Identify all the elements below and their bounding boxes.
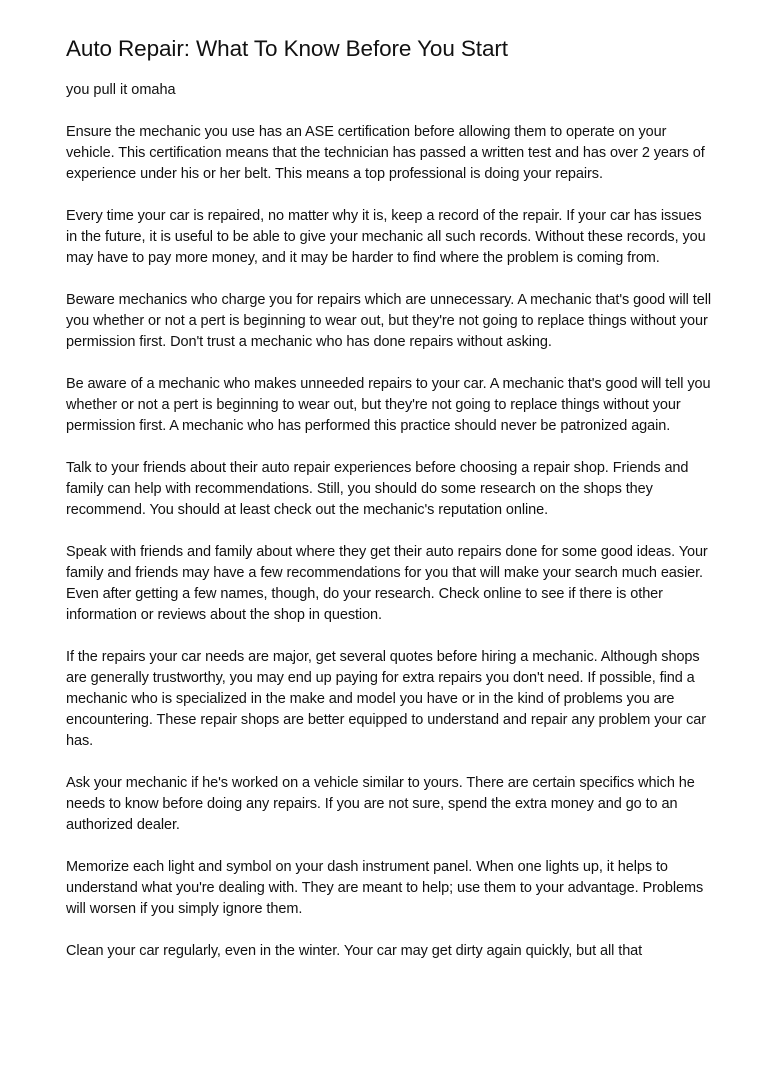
paragraph-clean-car: Clean your car regularly, even in the winter. Your car may get dirty again quickly, but all that <box>66 943 643 959</box>
page-subtitle: you pull it omaha <box>66 82 176 98</box>
paragraph-speak-with-family: Speak with friends and family about where they get their auto repairs done for some good ideas. Your family and friends may have a few recommendations for you that will make your search much easier. Even after getting a few names, though, do your research. Check online to see if there is other information or reviews about the shop in question. <box>66 544 708 623</box>
paragraph-dash-lights: Memorize each light and symbol on your dash instrument panel. When one lights up, it helps to understand what you're dealing with. They are meant to help; use them to your advantage. Problems will worsen if you simply ignore them. <box>66 859 704 917</box>
paragraph-unneeded-repairs: Be aware of a mechanic who makes unneeded repairs to your car. A mechanic that's good will tell you whether or not a pert is beginning to wear out, but they're not going to replace things without your permission first. A mechanic who has performed this practice should never be patronized again. <box>66 376 711 434</box>
paragraph-repair-records: Every time your car is repaired, no matter why it is, keep a record of the repair. If your car has issues in the future, it is useful to be able to give your mechanic all such records. Without these records, you may have to pay more money, and it may be harder to find where the problem is coming from. <box>66 208 706 266</box>
paragraph-ase-certification: Ensure the mechanic you use has an ASE certification before allowing them to operate on your vehicle. This certification means that the technician has passed a written test and has over 2 years of experience under his or her belt. This means a top professional is doing your repairs. <box>66 124 705 182</box>
page-title: Auto Repair: What To Know Before You Start <box>66 36 508 61</box>
paragraph-similar-vehicle: Ask your mechanic if he's worked on a vehicle similar to yours. There are certain specifics which he needs to know before doing any repairs. If you are not sure, spend the extra money and go to an authorized dealer. <box>66 775 695 833</box>
paragraph-unnecessary-repairs: Beware mechanics who charge you for repairs which are unnecessary. A mechanic that's good will tell you whether or not a pert is beginning to wear out, but they're not going to replace things without your permission first. Don't trust a mechanic who has done repairs without asking. <box>66 292 711 350</box>
paragraph-talk-to-friends: Talk to your friends about their auto repair experiences before choosing a repair shop. Friends and family can help with recommendations. Still, you should do some research on the shops they recommend. You should at least check out the mechanic's reputation online. <box>66 460 689 518</box>
paragraph-several-quotes: If the repairs your car needs are major, get several quotes before hiring a mechanic. Although shops are generally trustworthy, you may end up paying for extra repairs you don't need. If possible, find a mechanic who is specialized in the make and model you have or in the kind of problems you are encountering. These repair shops are better equipped to understand and repair any problem your car has. <box>66 649 706 749</box>
